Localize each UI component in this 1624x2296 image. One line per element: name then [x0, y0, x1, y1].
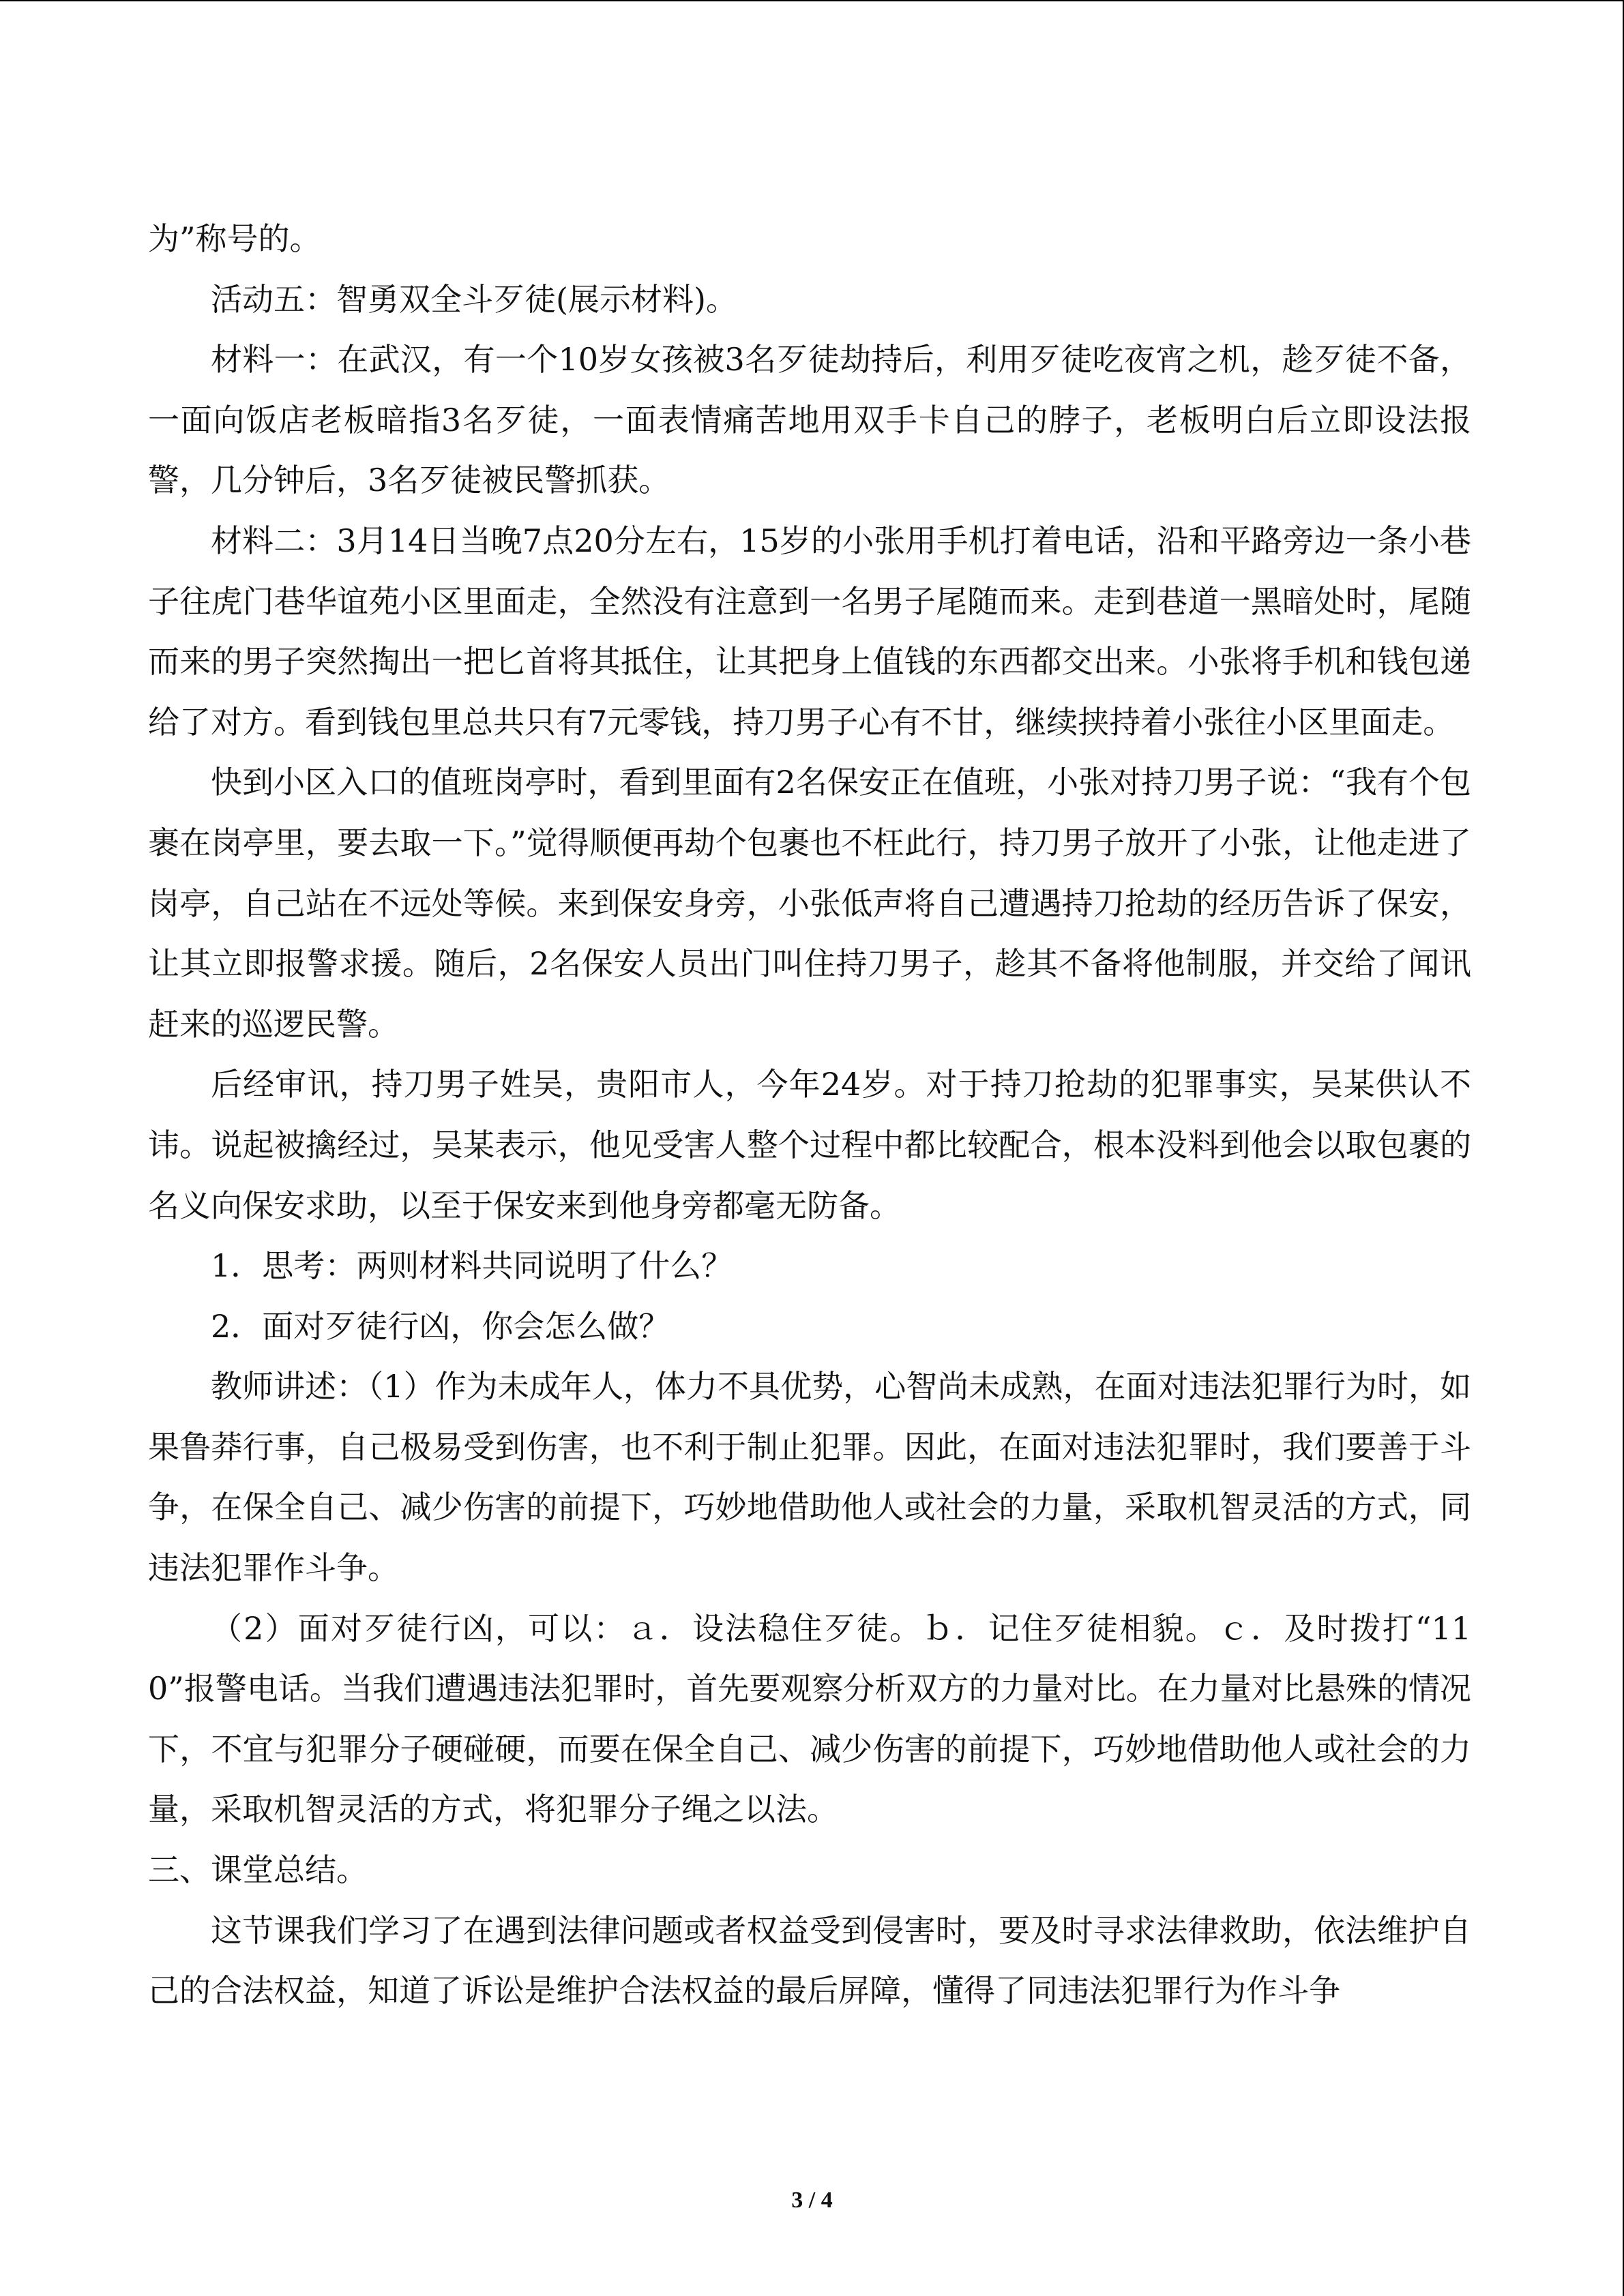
section-heading-class-summary: 三、课堂总结。 [148, 1851, 368, 1889]
paragraph-continuation: 为”称号的。 [148, 220, 321, 257]
question-one: 1．思考：两则材料共同说明了什么？ [211, 1247, 733, 1285]
document-body [148, 209, 1471, 2021]
paragraph-teacher-explanation: 教师讲述：（1）作为未成年人，体力不具优势，心智尚未成熟，在面对违法犯罪行为时，如果鲁莽行事，自己极易受到伤害，也不利于制止犯罪。因此，在面对违法犯罪时，我们要善于斗争，在保全自己、减少伤害的前提下，巧妙地借助他人或社会的力量，采取机智灵活的方式，同违法犯罪作斗争。 [148, 1368, 1471, 1587]
paragraph-summary: 这节课我们学习了在遇到法律问题或者权益受到侵害时，要及时寻求法律救助，依法维护自己的合法权益，知道了诉讼是维护合法权益的最后屏障，懂得了同违法犯罪行为作斗争 [148, 1911, 1471, 2010]
paragraph-response-methods: （2）面对歹徒行凶，可以：ａ．设法稳住歹徒。ｂ．记住歹徒相貌。ｃ．及时拨打“110”报警电话。当我们遭遇违法犯罪时，首先要观察分析双方的力量对比。在力量对比悬殊的情况下，不宜与犯罪分子硬碰硬，而要在保全自己、减少伤害的前提下，巧妙地借助他人或社会的力量，采取机智灵活的方式，将犯罪分子绳之以法。 [148, 1609, 1471, 1828]
paragraph-interrogation: 后经审讯，持刀男子姓吴，贵阳市人，今年24岁。对于持刀抢劫的犯罪事实，吴某供认不讳。说起被擒经过，吴某表示，他见受害人整个过程中都比较配合，根本没料到他会以取包裹的名义向保安求助，以至于保安来到他身旁都毫无防备。 [148, 1066, 1471, 1224]
question-two: 2．面对歹徒行凶，你会怎么做？ [211, 1307, 670, 1345]
paragraph-material-one: 材料一：在武汉，有一个10岁女孩被3名歹徒劫持后，利用歹徒吃夜宵之机，趁歹徒不备，一面向饭店老板暗指3名歹徒，一面表情痛苦地用双手卡自己的脖子，老板明白后立即设法报警，几分钟后，3名歹徒被民警抓获。 [148, 341, 1471, 499]
paragraph-material-two-continued: 快到小区入口的值班岗亭时，看到里面有2名保安正在值班，小张对持刀男子说：“我有个包裹在岗亭里，要去取一下。”觉得顺便再劫个包裹也不枉此行，持刀男子放开了小张，让他走进了岗亭，自己站在不远处等候。来到保安身旁，小张低声将自己遭遇持刀抢劫的经历告诉了保安，让其立即报警求援。随后，2名保安人员出门叫住持刀男子，趁其不备将他制服，并交给了闻讯赶来的巡逻民警。 [148, 764, 1471, 1043]
page-number: 3 / 4 [791, 2188, 833, 2213]
page-top-border [0, 0, 1624, 1]
paragraph-activity-five-heading: 活动五：智勇双全斗歹徒(展示材料)。 [211, 280, 737, 318]
paragraph-material-two: 材料二：3月14日当晚7点20分左右，15岁的小张用手机打着电话，沿和平路旁边一条小巷子往虎门巷华谊苑小区里面走，全然没有注意到一名男子尾随而来。走到巷道一黑暗处时，尾随而来的男子突然掏出一把匕首将其抵住，让其把身上值钱的东西都交出来。小张将手机和钱包递给了对方。看到钱包里总共只有7元零钱，持刀男子心有不甘，继续挟持着小张往小区里面走。 [148, 522, 1471, 741]
